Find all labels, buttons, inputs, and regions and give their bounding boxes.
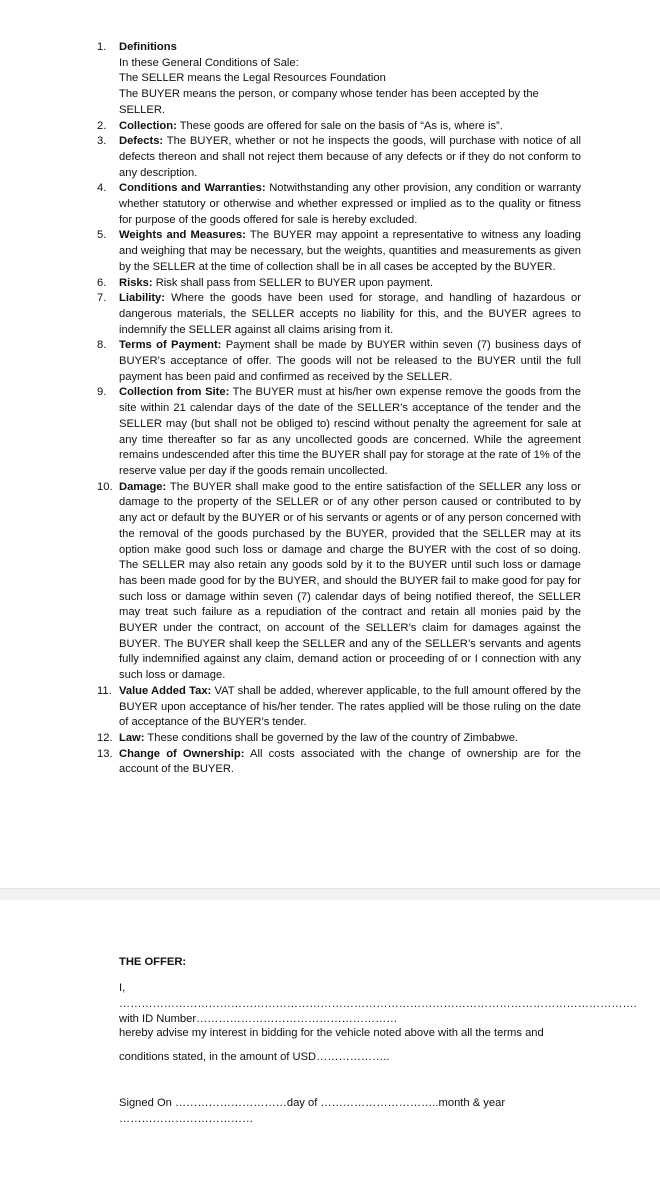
clause-number: 9. xyxy=(97,386,107,399)
clause-line: The SELLER means the Legal Resources Foundation xyxy=(119,72,386,85)
clause-text: These conditions shall be governed by the law of the country of Zimbabwe. xyxy=(144,731,519,744)
clause-number: 1. xyxy=(97,41,107,53)
clause-number: 3. xyxy=(97,135,107,148)
clause-title: Risks: xyxy=(119,276,153,289)
clause-liability xyxy=(97,291,581,338)
clause-collection-from-site xyxy=(97,385,581,479)
offer-statement-line: hereby advise my interest in bidding for the vehicle noted above with all the terms and xyxy=(119,1027,544,1039)
clause-number: 6. xyxy=(97,276,107,289)
clause-text: VAT shall be added, wherever applicable, to the full amount offered by the BUYER upon acceptance of his/her tender. The rates applied will be those ruling on the date of acceptance of the BUYER’s tender. xyxy=(119,684,581,729)
clause-law xyxy=(97,731,581,747)
clause-number: 13. xyxy=(97,747,113,760)
clause-text: The BUYER shall make good to the entire satisfaction of the SELLER any loss or damage to the property of the SELLER or of any other person caused or contributed to by any act or default by the BUYER or of his servants or agents or of any person concerned with the removal of the goods purchased by the BUYER, provided that the SELLER may at its option make good such loss or damage and charge the BUYER with the cost of so doing. The SELLER may also retain any goods sold by it to the BUYER until such loss or damage has been made good for by the BUYER, and should the BUYER fail to make good for pay for such loss or damage within seven (7) calendar days of being notified thereof, the SELLER may treat such failure as a repudiation of the contract and retain all monies paid by the BUYER under the contract, on account of the SELLER’s claim for damages against the BUYER. The BUYER shall keep the SELLER and any of the SELLER’s servants and agents fully indemnified against any claim, demand action or proceeding of or I connection with any such loss or damage. xyxy=(119,480,581,682)
clause-change-of-ownership xyxy=(97,747,581,778)
clause-title: Law: xyxy=(119,731,145,744)
clause-number: 12. xyxy=(97,731,113,744)
clause-text: The BUYER may appoint a representative to witness any loading and weighing that may be necessary, but the weights, quantities and measurements as given by the SELLER at the time of collection shall be in all cases be accepted by the BUYER. xyxy=(119,229,581,273)
clause-number: 10. xyxy=(97,480,113,493)
clause-line: In these General Conditions of Sale: xyxy=(119,56,299,69)
clause-text: Where the goods have been used for storage, and handling of hazardous or dangerous materials, the SELLER accepts no liability for this, and the BUYER agrees to indemnify the SELLER against all claims arising from it. xyxy=(119,292,581,336)
offer-signed-line: Signed On …………………………day of …………………………..month & year ……………………………… xyxy=(119,1097,506,1125)
clause-damage xyxy=(97,480,581,684)
clause-title: Damage: xyxy=(119,480,167,493)
clause-defects xyxy=(97,134,581,181)
clause-conditions-and-warranties xyxy=(97,181,581,228)
clause-title: Definitions xyxy=(119,41,177,53)
clause-text: The BUYER must at his/her own expense remove the goods from the site within 21 calendar days of the date of the SELLER’s acceptance of the tender and the SELLER may (but shall not be obliged to) rescind without penalty the agreement for sale at any time thereafter so far as any uncollected goods are concerned. While the agreement remains undescended after this time the BUYER shall pay for storage at the rate of 1% of the reserve value per day if the goods remain uncollected. xyxy=(119,386,581,477)
clause-number: 5. xyxy=(97,229,107,242)
clause-title: Collection: xyxy=(119,119,177,132)
clause-text: Notwithstanding any other provision, any condition or warranty whether statutory or otherwise and whether expressed or implied as to the quality or fitness for purpose of the goods offered for sale is hereby excluded. xyxy=(119,182,581,226)
clause-title: Change of Ownership: xyxy=(119,747,245,760)
offer-title: THE OFFER: xyxy=(119,956,187,968)
clause-text: Risk shall pass from SELLER to BUYER upon payment. xyxy=(152,276,434,289)
clause-text: The BUYER, whether or not he inspects the goods, will purchase with notice of all defects thereon and shall not reject them because of any defects or if they do not conform to any description. xyxy=(119,135,581,179)
clause-title: Conditions and Warranties: xyxy=(119,182,266,195)
clause-risks xyxy=(97,276,581,292)
clause-title: Weights and Measures: xyxy=(119,229,246,242)
clause-title: Liability: xyxy=(119,292,165,305)
clause-collection xyxy=(97,119,581,135)
clause-number: 2. xyxy=(97,119,107,132)
clause-title: Value Added Tax: xyxy=(119,684,212,697)
clause-title: Defects: xyxy=(119,135,164,148)
clause-title: Terms of Payment: xyxy=(119,339,222,352)
offer-name-id-line: I, …………………………………………………………………………………………………………………………. with ID Number……………………………………………… xyxy=(119,982,637,1026)
clause-number: 4. xyxy=(97,182,107,195)
clause-number: 7. xyxy=(97,292,107,305)
clause-text: These goods are offered for sale on the basis of “As is, where is”. xyxy=(176,119,503,132)
clause-number: 11. xyxy=(97,684,112,697)
conditions-list xyxy=(97,40,581,778)
clause-value-added-tax xyxy=(97,684,581,731)
clause-line: The BUYER means the person, or company whose tender has been accepted by the SELLER. xyxy=(119,88,539,116)
clause-weights-and-measures xyxy=(97,228,581,275)
clause-number: 8. xyxy=(97,339,107,352)
clause-text: All costs associated with the change of ownership are for the account of the BUYER. xyxy=(119,747,581,776)
clause-terms-of-payment xyxy=(97,338,581,385)
clause-definitions xyxy=(97,40,581,119)
clause-text: Payment shall be made by BUYER within seven (7) business days of BUYER’s acceptance of offer. The goods will not be released to the BUYER until the full payment has been paid and confirmed as received by the SELLER. xyxy=(119,339,581,383)
offer-amount-line: conditions stated, in the amount of USD……………….. xyxy=(119,1051,390,1063)
clause-title: Collection from Site: xyxy=(119,386,230,399)
